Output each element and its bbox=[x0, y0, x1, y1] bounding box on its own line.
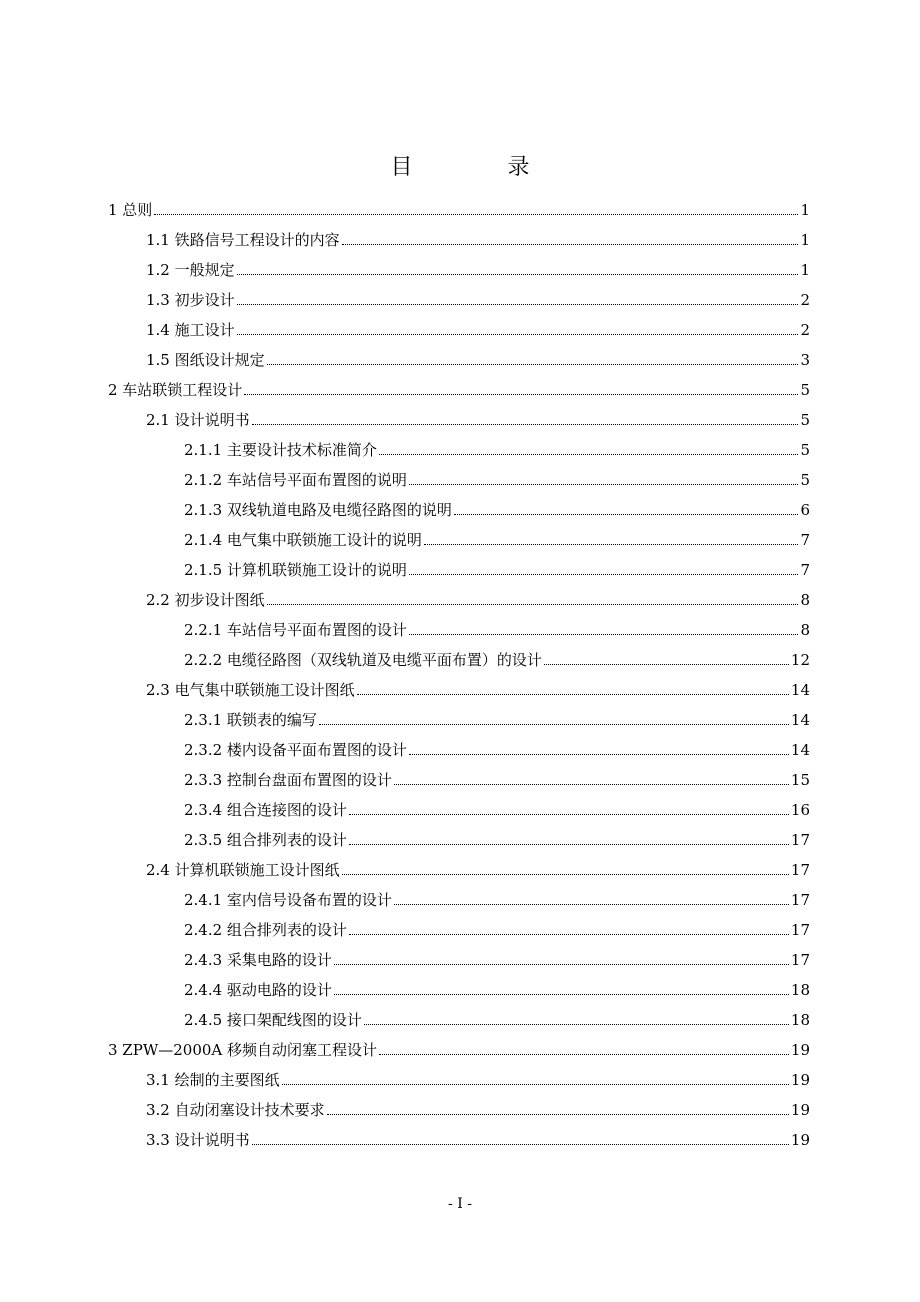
toc-entry-page-number: 5 bbox=[800, 471, 810, 489]
toc-entry-page-number: 5 bbox=[800, 381, 810, 399]
toc-title: 目 录 bbox=[390, 155, 574, 180]
toc-dot-leader bbox=[252, 1144, 789, 1145]
toc-entry[interactable] bbox=[108, 700, 810, 730]
toc-entry-title: 2.4.5 接口架配线图的设计 bbox=[184, 1011, 362, 1029]
toc-dot-leader bbox=[342, 874, 789, 875]
toc-dot-leader bbox=[379, 454, 799, 455]
toc-entry-title: 2.3.2 楼内设备平面布置图的设计 bbox=[184, 741, 407, 759]
toc-entry-title: 2.3.5 组合排列表的设计 bbox=[184, 831, 347, 849]
toc-entry-page-number: 5 bbox=[800, 411, 810, 429]
toc-dot-leader bbox=[357, 694, 789, 695]
toc-entry[interactable] bbox=[108, 1000, 810, 1030]
toc-entry-page-number: 19 bbox=[790, 1101, 810, 1119]
toc-entry-page-number: 7 bbox=[800, 531, 810, 549]
toc-entry-title: 2.2.1 车站信号平面布置图的设计 bbox=[184, 621, 407, 639]
toc-entry[interactable] bbox=[108, 580, 810, 610]
toc-dot-leader bbox=[237, 274, 799, 275]
toc-entry-page-number: 14 bbox=[790, 711, 810, 729]
toc-dot-leader bbox=[394, 904, 789, 905]
toc-entry-page-number: 8 bbox=[800, 621, 810, 639]
toc-dot-leader bbox=[334, 964, 789, 965]
toc-entry[interactable] bbox=[108, 190, 810, 220]
toc-entry-page-number: 1 bbox=[800, 261, 810, 279]
toc-entry-title: 1.2 一般规定 bbox=[146, 261, 235, 279]
toc-entry-page-number: 2 bbox=[800, 321, 810, 339]
toc-dot-leader bbox=[154, 214, 798, 215]
toc-dot-leader bbox=[282, 1084, 789, 1085]
toc-entry-title: 1.3 初步设计 bbox=[146, 291, 235, 309]
toc-entry-title: 3.3 设计说明书 bbox=[146, 1131, 250, 1149]
toc-dot-leader bbox=[379, 1054, 789, 1055]
toc-entry-title: 2.3 电气集中联锁施工设计图纸 bbox=[146, 681, 355, 699]
toc-entry[interactable] bbox=[108, 670, 810, 700]
toc-entry-title: 2.3.1 联锁表的编写 bbox=[184, 711, 317, 729]
toc-dot-leader bbox=[454, 514, 799, 515]
toc-entry[interactable] bbox=[108, 1120, 810, 1150]
toc-entry-title: 2.2 初步设计图纸 bbox=[146, 591, 265, 609]
toc-entry-title: 2.4.1 室内信号设备布置的设计 bbox=[184, 891, 392, 909]
toc-entry-page-number: 16 bbox=[790, 801, 810, 819]
toc-entry[interactable] bbox=[108, 340, 810, 370]
toc-entry[interactable] bbox=[108, 640, 810, 670]
toc-entry-title: 2.2.2 电缆径路图（双线轨道及电缆平面布置）的设计 bbox=[184, 651, 542, 669]
toc-entry-title: 2.3.4 组合连接图的设计 bbox=[184, 801, 347, 819]
toc-entry[interactable] bbox=[108, 520, 810, 550]
toc-entry-page-number: 6 bbox=[800, 501, 810, 519]
toc-entry-title: 2.1.3 双线轨道电路及电缆径路图的说明 bbox=[184, 501, 452, 519]
toc-entry[interactable] bbox=[108, 220, 810, 250]
page-number-footer: - I - bbox=[448, 1196, 472, 1212]
toc-entry-title: 3 ZPW—2000A 移频自动闭塞工程设计 bbox=[108, 1041, 378, 1059]
toc-entry-page-number: 8 bbox=[800, 591, 810, 609]
toc-entry[interactable] bbox=[108, 790, 810, 820]
toc-entry-page-number: 17 bbox=[790, 861, 810, 879]
toc-entry-title: 2 车站联锁工程设计 bbox=[108, 381, 243, 399]
toc-entry[interactable] bbox=[108, 280, 810, 310]
toc-dot-leader bbox=[237, 334, 799, 335]
toc-entry-title: 2.4.4 驱动电路的设计 bbox=[184, 981, 332, 999]
table-of-contents bbox=[108, 190, 810, 1150]
toc-entry[interactable] bbox=[108, 1060, 810, 1090]
toc-dot-leader bbox=[349, 844, 789, 845]
toc-entry[interactable] bbox=[108, 730, 810, 760]
toc-entry[interactable] bbox=[108, 880, 810, 910]
toc-entry[interactable] bbox=[108, 760, 810, 790]
toc-dot-leader bbox=[424, 544, 799, 545]
toc-entry[interactable] bbox=[108, 1090, 810, 1120]
toc-entry[interactable] bbox=[108, 970, 810, 1000]
toc-entry-page-number: 17 bbox=[790, 891, 810, 909]
toc-entry-title: 2.4 计算机联锁施工设计图纸 bbox=[146, 861, 340, 879]
toc-dot-leader bbox=[544, 664, 789, 665]
toc-dot-leader bbox=[409, 754, 789, 755]
toc-entry-page-number: 12 bbox=[790, 651, 810, 669]
toc-entry-page-number: 15 bbox=[790, 771, 810, 789]
toc-dot-leader bbox=[237, 304, 799, 305]
toc-dot-leader bbox=[349, 814, 789, 815]
toc-entry[interactable] bbox=[108, 610, 810, 640]
toc-dot-leader bbox=[267, 364, 799, 365]
toc-dot-leader bbox=[409, 574, 799, 575]
toc-entry[interactable] bbox=[108, 430, 810, 460]
toc-entry[interactable] bbox=[108, 1030, 810, 1060]
toc-entry-page-number: 3 bbox=[800, 351, 810, 369]
toc-dot-leader bbox=[252, 424, 799, 425]
toc-entry-page-number: 17 bbox=[790, 921, 810, 939]
toc-entry[interactable] bbox=[108, 850, 810, 880]
toc-entry-title: 2.3.3 控制台盘面布置图的设计 bbox=[184, 771, 392, 789]
toc-entry[interactable] bbox=[108, 820, 810, 850]
toc-entry[interactable] bbox=[108, 940, 810, 970]
toc-entry[interactable] bbox=[108, 310, 810, 340]
toc-dot-leader bbox=[364, 1024, 789, 1025]
toc-entry-title: 1.4 施工设计 bbox=[146, 321, 235, 339]
toc-entry-page-number: 18 bbox=[790, 1011, 810, 1029]
toc-entry-page-number: 18 bbox=[790, 981, 810, 999]
toc-dot-leader bbox=[327, 1114, 789, 1115]
toc-dot-leader bbox=[342, 244, 799, 245]
toc-entry[interactable] bbox=[108, 250, 810, 280]
toc-entry-title: 1 总则 bbox=[108, 201, 153, 219]
toc-entry-title: 2.1.4 电气集中联锁施工设计的说明 bbox=[184, 531, 422, 549]
toc-entry-title: 3.1 绘制的主要图纸 bbox=[146, 1071, 280, 1089]
toc-entry[interactable] bbox=[108, 400, 810, 430]
toc-entry-page-number: 19 bbox=[790, 1071, 810, 1089]
toc-entry-title: 2.1.2 车站信号平面布置图的说明 bbox=[184, 471, 407, 489]
toc-entry-title: 2.4.2 组合排列表的设计 bbox=[184, 921, 347, 939]
toc-entry[interactable] bbox=[108, 460, 810, 490]
toc-dot-leader bbox=[409, 634, 799, 635]
toc-entry-title: 1.5 图纸设计规定 bbox=[146, 351, 265, 369]
toc-entry-page-number: 5 bbox=[800, 441, 810, 459]
toc-entry-title: 2.4.3 采集电路的设计 bbox=[184, 951, 332, 969]
toc-dot-leader bbox=[319, 724, 789, 725]
toc-entry-title: 1.1 铁路信号工程设计的内容 bbox=[146, 231, 340, 249]
toc-entry[interactable] bbox=[108, 370, 810, 400]
toc-entry-title: 2.1 设计说明书 bbox=[146, 411, 250, 429]
toc-entry-page-number: 17 bbox=[790, 831, 810, 849]
toc-entry-title: 3.2 自动闭塞设计技术要求 bbox=[146, 1101, 325, 1119]
toc-entry-page-number: 14 bbox=[790, 741, 810, 759]
toc-entry-title: 2.1.5 计算机联锁施工设计的说明 bbox=[184, 561, 407, 579]
toc-dot-leader bbox=[267, 604, 799, 605]
toc-dot-leader bbox=[244, 394, 798, 395]
toc-entry[interactable] bbox=[108, 490, 810, 520]
toc-entry-page-number: 14 bbox=[790, 681, 810, 699]
toc-dot-leader bbox=[349, 934, 789, 935]
toc-entry[interactable] bbox=[108, 910, 810, 940]
toc-entry-page-number: 1 bbox=[800, 201, 810, 219]
toc-entry[interactable] bbox=[108, 550, 810, 580]
toc-entry-page-number: 17 bbox=[790, 951, 810, 969]
toc-dot-leader bbox=[394, 784, 789, 785]
toc-entry-page-number: 7 bbox=[800, 561, 810, 579]
toc-entry-page-number: 19 bbox=[790, 1041, 810, 1059]
toc-entry-page-number: 19 bbox=[790, 1131, 810, 1149]
toc-dot-leader bbox=[409, 484, 799, 485]
toc-entry-title: 2.1.1 主要设计技术标准简介 bbox=[184, 441, 377, 459]
toc-entry-page-number: 1 bbox=[800, 231, 810, 249]
toc-entry-page-number: 2 bbox=[800, 291, 810, 309]
toc-dot-leader bbox=[334, 994, 789, 995]
